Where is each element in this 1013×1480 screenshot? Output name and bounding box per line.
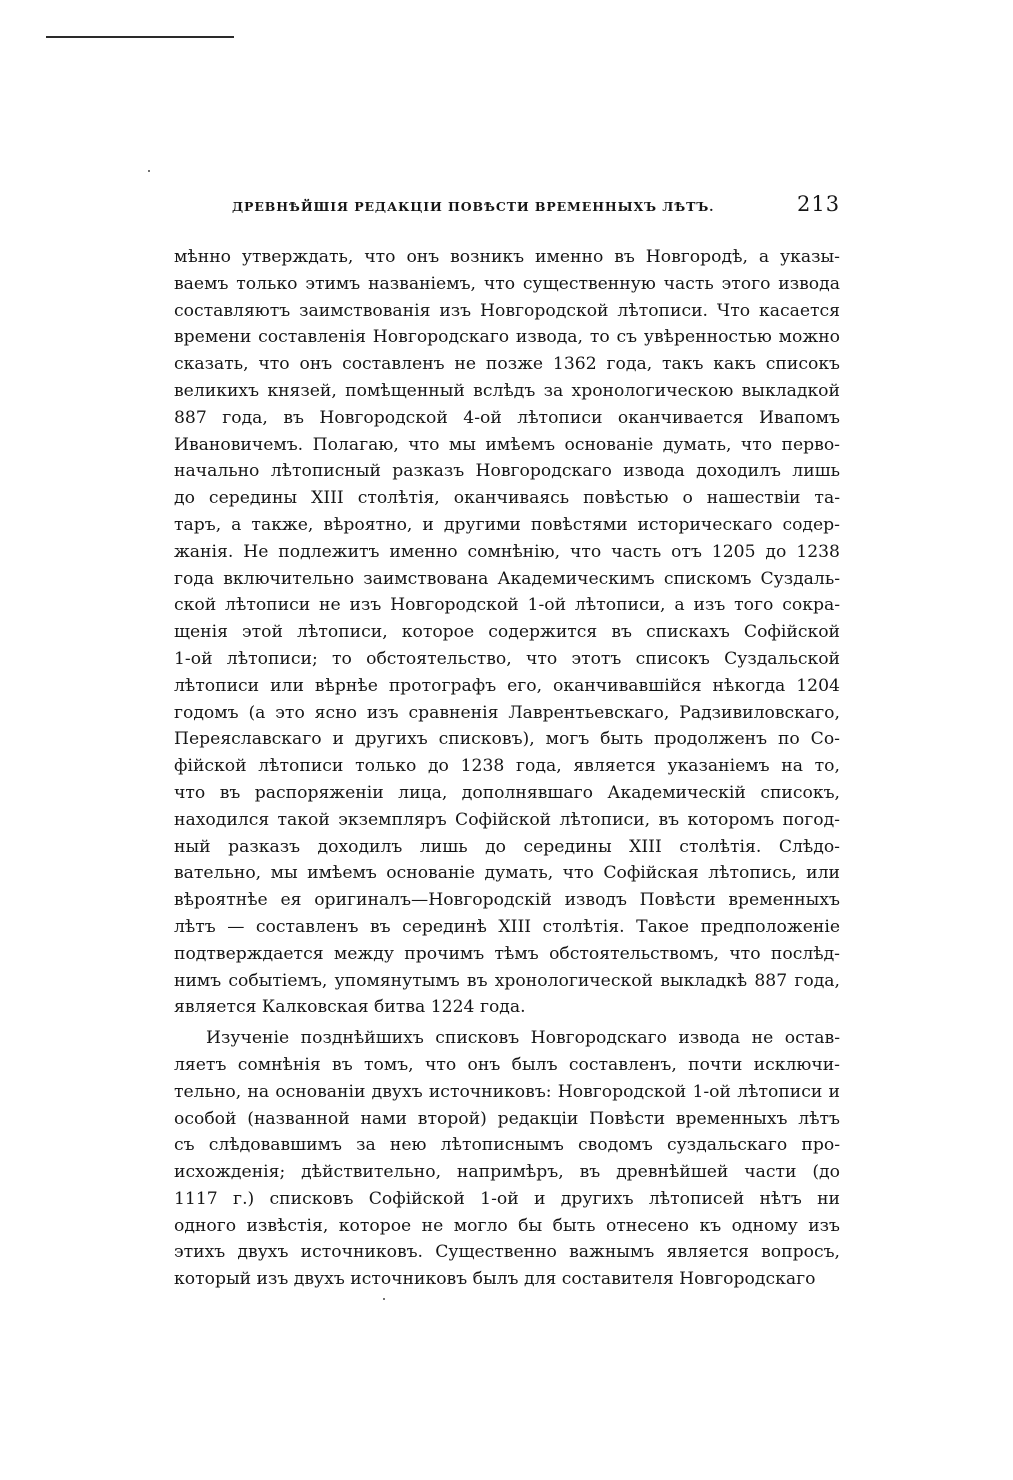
text-line: годомъ (а это ясно изъ сравненія Лаврентьевскаго, Радзивиловскаго, — [174, 702, 840, 723]
text-line: исхожденія; дѣйствительно, напримѣръ, въ древнѣйшей части (до — [174, 1162, 840, 1183]
running-title: ДРЕВНѢЙШІЯ РЕДАКЦІИ ПОВѢСТИ ВРЕМЕННЫХЪ ЛѢТЪ. — [232, 199, 715, 214]
text-line: 1117 г.) списковъ Софійской 1-ой и другихъ лѣтописей нѣтъ ни — [174, 1188, 840, 1209]
text-line: Изученіе позднѣйшихъ списковъ Новгородскаго извода не остав- — [206, 1028, 840, 1049]
text-line: что въ распоряженіи лица, дополнявшаго Академическій списокъ, — [174, 782, 840, 803]
ink-speck — [383, 1298, 385, 1300]
text-line: находился такой экземпляръ Софійской лѣтописи, въ которомъ погод- — [174, 809, 840, 830]
text-line: года включительно заимствована Академическимъ спискомъ Суздаль- — [174, 568, 840, 589]
text-line: подтверждается между прочимъ тѣмъ обстоятельствомъ, что послѣд- — [174, 943, 840, 964]
text-line: фійской лѣтописи только до 1238 года, является указаніемъ на то, — [174, 756, 840, 777]
text-line: этихъ двухъ источниковъ. Существенно важнымъ является вопросъ, — [174, 1242, 840, 1263]
text-line: одного извѣстія, которое не могло бы быть отнесено къ одному изъ — [174, 1215, 840, 1236]
text-line: ный разказъ доходилъ лишь до середины XIII столѣтія. Слѣдо- — [174, 836, 840, 857]
text-line: съ слѣдовавшимъ за нею лѣтописнымъ сводомъ суздальскаго про- — [174, 1135, 840, 1156]
text-line: мѣнно утверждать, что онъ возникъ именно въ Новгородѣ, а указы- — [174, 247, 840, 267]
text-line: ваемъ только этимъ названіемъ, что существенную часть этого извода — [174, 273, 840, 294]
text-line: вѣроятнѣе ея оригиналъ—Новгородскій изводъ Повѣсти временныхъ — [174, 890, 840, 911]
text-line: ской лѣтописи не изъ Новгородской 1-ой лѣтописи, а изъ того сокра- — [174, 595, 840, 616]
page-number: 213 — [797, 192, 841, 216]
text-line: ляетъ сомнѣнія въ томъ, что онъ былъ составленъ, почти исключи- — [174, 1054, 840, 1075]
text-line: вательно, мы имѣемъ основаніе думать, что Софійская лѣтопись, или — [174, 863, 840, 884]
text-line: до середины XIII столѣтія, оканчиваясь повѣстью о нашествіи та- — [174, 488, 840, 509]
text-line: особой (названной нами второй) редакціи Повѣсти временныхъ лѣтъ — [174, 1108, 840, 1129]
paragraph — [174, 244, 840, 1021]
paragraph — [174, 1025, 840, 1293]
text-line: нимъ событіемъ, упомянутымъ въ хронологической выкладкѣ 887 года, — [174, 970, 840, 991]
text-line: времени составленія Новгородскаго извода, то съ увѣренностью можно — [174, 327, 840, 348]
text-line: тельно, на основаніи двухъ источниковъ: Новгородской 1-ой лѣтописи и — [174, 1081, 840, 1102]
text-line: 1-ой лѣтописи; то обстоятельство, что этотъ списокъ Суздальской — [174, 648, 840, 669]
ink-speck — [148, 170, 150, 172]
text-line: щенія этой лѣтописи, которое содержится въ спискахъ Софійской — [174, 622, 840, 643]
top-rule — [46, 36, 234, 38]
text-line: начально лѣтописный разказъ Новгородскаго извода доходилъ лишь — [174, 461, 840, 482]
text-line: жанія. Не подлежитъ именно сомнѣнію, что часть отъ 1205 до 1238 — [174, 541, 840, 562]
text-line: лѣтъ — составленъ въ серединѣ XIII столѣтія. Такое предположеніе — [174, 916, 840, 937]
text-line: Переяславскаго и другихъ списковъ), могъ быть продолженъ по Со- — [174, 729, 840, 750]
text-line: лѣтописи или вѣрнѣе протографъ его, оканчивавшійся нѣкогда 1204 — [174, 675, 840, 696]
text-line: великихъ князей, помѣщенный вслѣдъ за хронологическою выкладкой — [174, 380, 840, 401]
text-line: сказать, что онъ составленъ не позже 1362 года, такъ какъ списокъ — [174, 354, 840, 375]
text-line: таръ, а также, вѣроятно, и другими повѣстями историческаго содер- — [174, 514, 840, 535]
text-line: 887 года, въ Новгородской 4-ой лѣтописи оканчивается Ивапомъ — [174, 407, 840, 428]
text-line: Ивановичемъ. Полагаю, что мы имѣемъ основаніе думать, что перво- — [174, 434, 840, 455]
text-line: который изъ двухъ источниковъ былъ для составителя Новгородскаго — [174, 1269, 816, 1290]
text-line: является Калковская битва 1224 года. — [174, 997, 526, 1018]
body-text — [174, 244, 840, 1293]
text-line: составляютъ заимствованія изъ Новгородской лѣтописи. Что касается — [174, 300, 840, 321]
